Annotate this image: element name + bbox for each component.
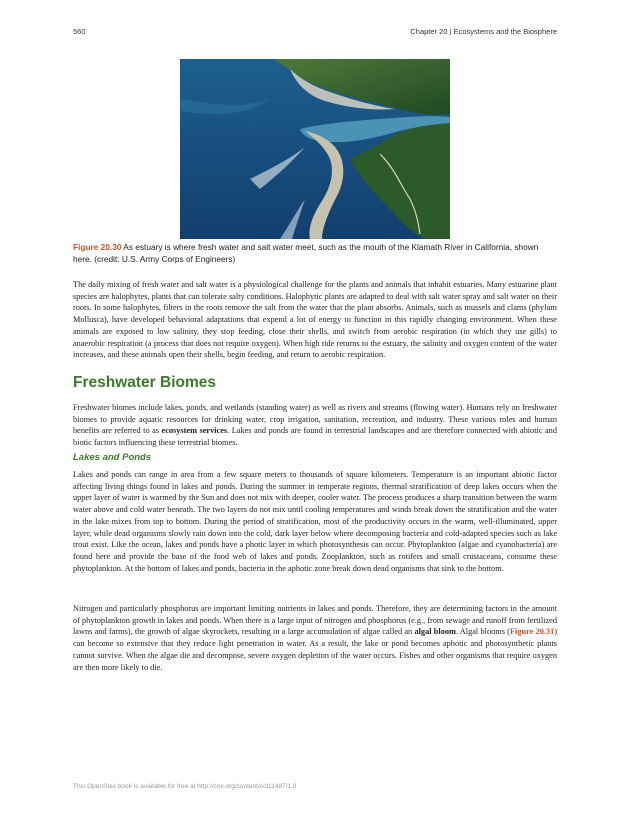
nutrients-text-2: . Algal blooms ( (455, 627, 510, 637)
paragraph-nutrients (73, 603, 557, 673)
chapter-header: Chapter 20 | Ecosystems and the Biosphere (410, 27, 557, 36)
paragraph-estuary: The daily mixing of fresh water and salt water is a physiological challenge for the plants and animals that inhabit estuaries. Many estuarine plant species are halophytes, plants that can tolerate salty conditions. Halophytic plants are adapted to deal with salt water spray and salt water on their roots. In some halophytes, filters in the roots remove the salt from the water that the plant absorbs. Animals, such as mussels and clams (phylum Mollusca), have developed behavioral adaptations that expend a lot of energy to function in this rapidly changing environment. When these animals are exposed to low salinity, they stop feeding, close their shells, and switch from aerobic respiration (in which they use gills) to anaerobic respiration (a process that does not require oxygen). When high tide returns to the estuary, the salinity and oxygen content of the water increases, and these animals open their shells, begin feeding, and return to aerobic respiration. (73, 280, 557, 360)
klamath-river-aerial-image (180, 59, 450, 239)
nutrients-text-1: Nitrogen and particularly phosphorus are important limiting nutrients in lakes and ponds. Therefore, they are determining factors in the amount of phytoplankton growth in lakes and ponds. When there is a large input of nitrogen and phosphorus (e.g., from sewage and runoff from fertilized lawns and farms), the growth of algae skyrockets, resulting in a large accumulation of algae called an (73, 604, 557, 637)
page-footer: This OpenStax book is available for free at http://cnx.org/content/col11487/1.9 (73, 783, 297, 790)
term-ecosystem-services: ecosystem services (161, 426, 228, 436)
figure-reference-link[interactable]: Figure 20.31 (509, 627, 555, 637)
figure-label: Figure 20.30 (73, 242, 122, 252)
freshwater-text-2: . Lakes and ponds are found in terrestrial landscapes and are therefore connected with abiotic and biotic factors influencing these terrestrial biomes. (73, 426, 557, 448)
paragraph-lakes: Lakes and ponds can range in area from a few square meters to thousands of square kilometers. Temperature is an important abiotic factor affecting living things found in lakes and ponds. During the summer in temperate regions, thermal stratification of deep lakes occurs when the upper layer of water is warmed by the Sun and does not mix with deeper, cooler water. The process produces a sharp transition between the warm water above and cold water beneath. The two layers do not mix until cooling temperatures and winds break down the stratification and the water in the lake mixes from top to bottom. During the period of stratification, most of the productivity occurs in the warm, well-illuminated, upper layer, while dead organisms slowly rain down into the cold, dark layer below where decomposing bacteria and cold-adapted species such as lake trout exist. Like the ocean, lakes and ponds have a photic layer in which photosynthesis can occur. Phytoplankton (algae and cyanobacteria) are found here and provide the base of the food web of lakes and ponds. Zooplankton, such as rotifers and small crustaceans, consume these phytoplankton. At the bottom of lakes and ponds, bacteria in the aphotic zone break down dead organisms that sink to the bottom. (73, 470, 557, 573)
figure-caption (73, 242, 557, 265)
page-number: 560 (73, 27, 86, 36)
term-algal-bloom: algal bloom (414, 627, 456, 637)
figure-caption-text: As estuary is where fresh water and salt water meet, such as the mouth of the Klamath River in California, shown here. (credit: U.S. Army Corps of Engineers) (73, 242, 539, 264)
paragraph-freshwater (73, 402, 557, 449)
section-title: Freshwater Biomes (73, 374, 216, 391)
subsection-title: Lakes and Ponds (73, 452, 152, 463)
freshwater-text-1: Freshwater biomes include lakes, ponds, and wetlands (standing water) as well as rivers and streams (flowing water). Humans rely on freshwater biomes to provide aquatic resources for drinking water, crop irrigation, sanitation, recreation, and industry. These various roles and human benefits are referred to as (73, 403, 557, 436)
nutrients-text-3: ) can become so extensive that they reduce light penetration in water. As a result, the lake or pond becomes aphotic and photosynthetic plants cannot survive. When the algae die and decompose, severe oxygen depletion of the water occurs. Fishes and other organisms that require oxygen are then more likely to die. (73, 627, 557, 672)
estuary-photo (180, 59, 450, 239)
